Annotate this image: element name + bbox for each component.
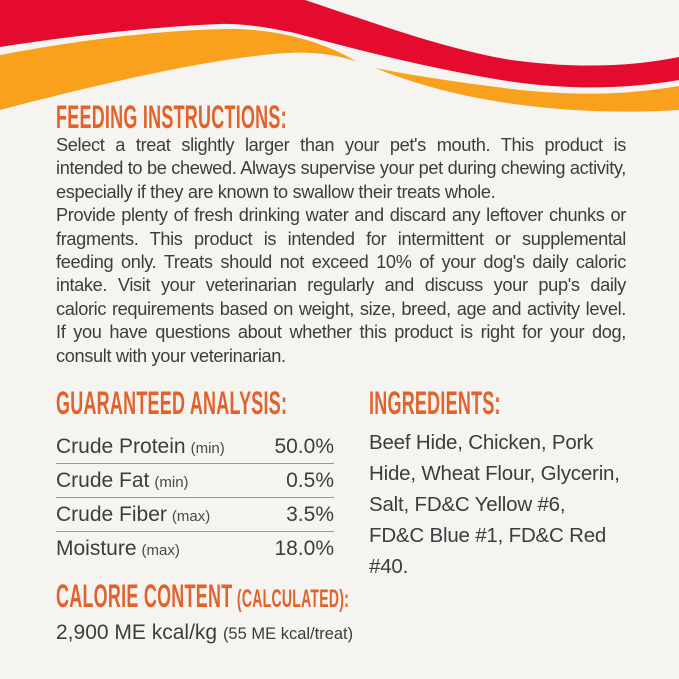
analysis-column xyxy=(56,386,369,645)
guaranteed-analysis-table xyxy=(56,430,334,565)
calorie-content-heading: CALORIE CONTENT (CALCULATED): xyxy=(56,578,350,615)
ingredients-heading: INGREDIENTS: xyxy=(369,385,501,421)
analysis-row-label: Crude Fiber (max) xyxy=(56,503,211,527)
analysis-row-moisture xyxy=(56,532,334,565)
calorie-content-heading-suffix: (CALCULATED): xyxy=(236,585,350,614)
analysis-row-crude-fiber xyxy=(56,498,334,532)
analysis-row-qualifier: (min) xyxy=(154,474,189,492)
guaranteed-analysis-heading: GUARANTEED ANALYSIS: xyxy=(56,385,288,421)
feeding-instructions-paragraph: Provide plenty of fresh drinking water and discard any leftover chunks or fragments. This product is intended for intermittent or supplemental feeding only. Treats should not exceed 10% of your dog's daily caloric intake. Visit your veterinarian regularly and discuss your pup's daily caloric requirements based on weight, size, breed, age and activity level. If you have questions about whether this product is right for your dog, consult with your veterinarian. xyxy=(56,205,626,366)
analysis-row-crude-fat xyxy=(56,464,334,498)
ingredients-text: Beef Hide, Chicken, Pork Hide, Wheat Flour, Glycerin, Salt, FD&C Yellow #6, FD&C Blue #1, FD&C Red #40. xyxy=(369,431,620,578)
analysis-row-qualifier: (max) xyxy=(141,542,180,560)
analysis-row-value: 3.5% xyxy=(286,503,334,527)
analysis-row-qualifier: (min) xyxy=(190,440,225,458)
analysis-row-label: Moisture (max) xyxy=(56,537,180,561)
calorie-content-value: 2,900 ME kcal/kg (55 ME kcal/treat) xyxy=(56,621,354,645)
feeding-instructions-heading: FEEDING INSTRUCTIONS: xyxy=(56,99,287,135)
analysis-row-value: 50.0% xyxy=(274,435,334,459)
orange-wave-left-shape xyxy=(0,29,357,110)
lower-columns xyxy=(56,386,645,645)
ingredients-column xyxy=(369,386,645,645)
analysis-row-value: 18.0% xyxy=(274,537,334,561)
analysis-row-crude-protein xyxy=(56,430,334,464)
calorie-content-note: (55 ME kcal/treat) xyxy=(222,625,354,644)
feeding-instructions-section xyxy=(56,100,626,368)
analysis-row-label: Crude Fat (min) xyxy=(56,469,189,493)
analysis-row-label: Crude Protein (min) xyxy=(56,435,225,459)
analysis-row-value: 0.5% xyxy=(286,469,334,493)
feeding-instructions-paragraph: Select a treat slightly larger than your pet's mouth. This product is intended to be chewed. Always supervise your pet during chewing activity, especially if they are known to swallow their treats whole. xyxy=(56,135,626,202)
analysis-row-qualifier: (max) xyxy=(171,508,211,526)
